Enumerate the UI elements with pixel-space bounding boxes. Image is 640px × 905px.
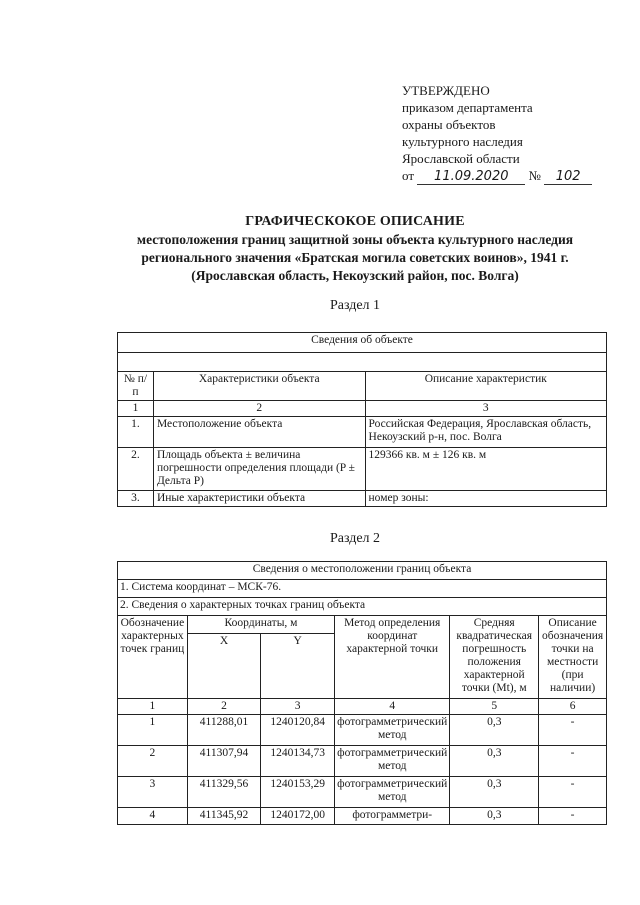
- col-header-error: Средняя квадратическая погрешность положения характерной точки (Mt), м: [450, 616, 539, 699]
- point-error: 0,3: [450, 715, 539, 746]
- table-row: [118, 448, 607, 491]
- row-desc: 129366 кв. м ± 126 кв. м: [365, 448, 606, 491]
- row-char: Иные характеристики объекта: [153, 491, 365, 507]
- point-id: 1: [118, 715, 188, 746]
- approval-date-line: [402, 167, 622, 185]
- col-header-x: X: [187, 634, 260, 699]
- approval-line: охраны объектов: [402, 117, 496, 132]
- col-header-desc: Описание характеристик: [365, 372, 606, 401]
- from-label: от: [402, 168, 415, 183]
- col-header-desc: Описание обозначения точки на местности (при наличии): [539, 616, 607, 699]
- point-error: 0,3: [450, 746, 539, 777]
- table-header: Сведения об объекте: [118, 333, 607, 353]
- col-header-y: Y: [261, 634, 335, 699]
- approval-line: Ярославской области: [402, 151, 520, 166]
- table-row: [118, 491, 607, 507]
- points-header: 2. Сведения о характерных точках границ объекта: [118, 598, 607, 616]
- approval-line: культурного наследия: [402, 134, 523, 149]
- index-cell: 1: [118, 699, 188, 715]
- col-header-char: Характеристики объекта: [153, 372, 365, 401]
- point-desc: -: [539, 808, 607, 825]
- coord-system: 1. Система координат – МСК-76.: [118, 580, 607, 598]
- point-desc: -: [539, 715, 607, 746]
- handwritten-date: 11.09.2020: [417, 169, 525, 185]
- section2-title: Раздел 2: [329, 531, 381, 546]
- point-error: 0,3: [450, 777, 539, 808]
- row-num: 3.: [118, 491, 154, 507]
- point-y: 1240120,84: [261, 715, 335, 746]
- table-row: [118, 777, 607, 808]
- row-char: Местоположение объекта: [153, 417, 365, 448]
- col-header-coords: Координаты, м: [187, 616, 334, 634]
- index-cell: 3: [261, 699, 335, 715]
- index-cell: 2: [187, 699, 260, 715]
- point-method: фотограмметрический метод: [335, 777, 450, 808]
- row-desc: Российская Федерация, Ярославская область, Некоузский р-н, пос. Волга: [365, 417, 606, 448]
- document-title: [100, 213, 610, 285]
- approval-stamp: [402, 82, 622, 185]
- row-num: 1.: [118, 417, 154, 448]
- point-method: фотограмметрический метод: [335, 715, 450, 746]
- title-line: местоположения границ защитной зоны объекта культурного наследия: [136, 232, 574, 247]
- empty-row: [118, 353, 607, 372]
- title-line: (Ярославская область, Некоузский район, пос. Волга): [191, 268, 519, 283]
- table-row: [118, 715, 607, 746]
- point-id: 4: [118, 808, 188, 825]
- table-row: [118, 417, 607, 448]
- index-cell: 5: [450, 699, 539, 715]
- point-method: фотограмметрический метод: [335, 746, 450, 777]
- approval-line: УТВЕРЖДЕНО: [402, 83, 490, 98]
- table-row: [118, 808, 607, 825]
- col-header-point: Обозначение характерных точек границ: [118, 616, 188, 699]
- row-num: 2.: [118, 448, 154, 491]
- index-cell: 3: [365, 401, 606, 417]
- point-y: 1240134,73: [261, 746, 335, 777]
- point-x: 411329,56: [187, 777, 260, 808]
- point-desc: -: [539, 777, 607, 808]
- point-x: 411307,94: [187, 746, 260, 777]
- number-label: №: [528, 168, 541, 183]
- row-char: Площадь объекта ± величина погрешности определения площади (P ± Дельта P): [153, 448, 365, 491]
- point-desc: -: [539, 746, 607, 777]
- title-line: регионального значения «Братская могила советских воинов», 1941 г.: [141, 250, 569, 265]
- index-cell: 6: [539, 699, 607, 715]
- index-cell: 1: [118, 401, 154, 417]
- row-desc: номер зоны:: [365, 491, 606, 507]
- point-method: фотограмметри-: [335, 808, 450, 825]
- title-main: ГРАФИЧЕСКОКОЕ ОПИСАНИЕ: [245, 214, 465, 229]
- boundary-points-table: [117, 561, 607, 825]
- point-x: 411288,01: [187, 715, 260, 746]
- point-id: 2: [118, 746, 188, 777]
- table-row: [118, 746, 607, 777]
- approval-line: приказом департамента: [402, 100, 533, 115]
- handwritten-number: 102: [544, 169, 592, 185]
- object-info-table: [117, 332, 607, 507]
- point-error: 0,3: [450, 808, 539, 825]
- point-y: 1240153,29: [261, 777, 335, 808]
- col-header-method: Метод определения координат характерной точки: [335, 616, 450, 699]
- index-cell: 4: [335, 699, 450, 715]
- point-x: 411345,92: [187, 808, 260, 825]
- index-cell: 2: [153, 401, 365, 417]
- section1-title: Раздел 1: [329, 298, 381, 313]
- point-id: 3: [118, 777, 188, 808]
- table-header: Сведения о местоположении границ объекта: [118, 562, 607, 580]
- point-y: 1240172,00: [261, 808, 335, 825]
- col-header-num: № п/п: [118, 372, 154, 401]
